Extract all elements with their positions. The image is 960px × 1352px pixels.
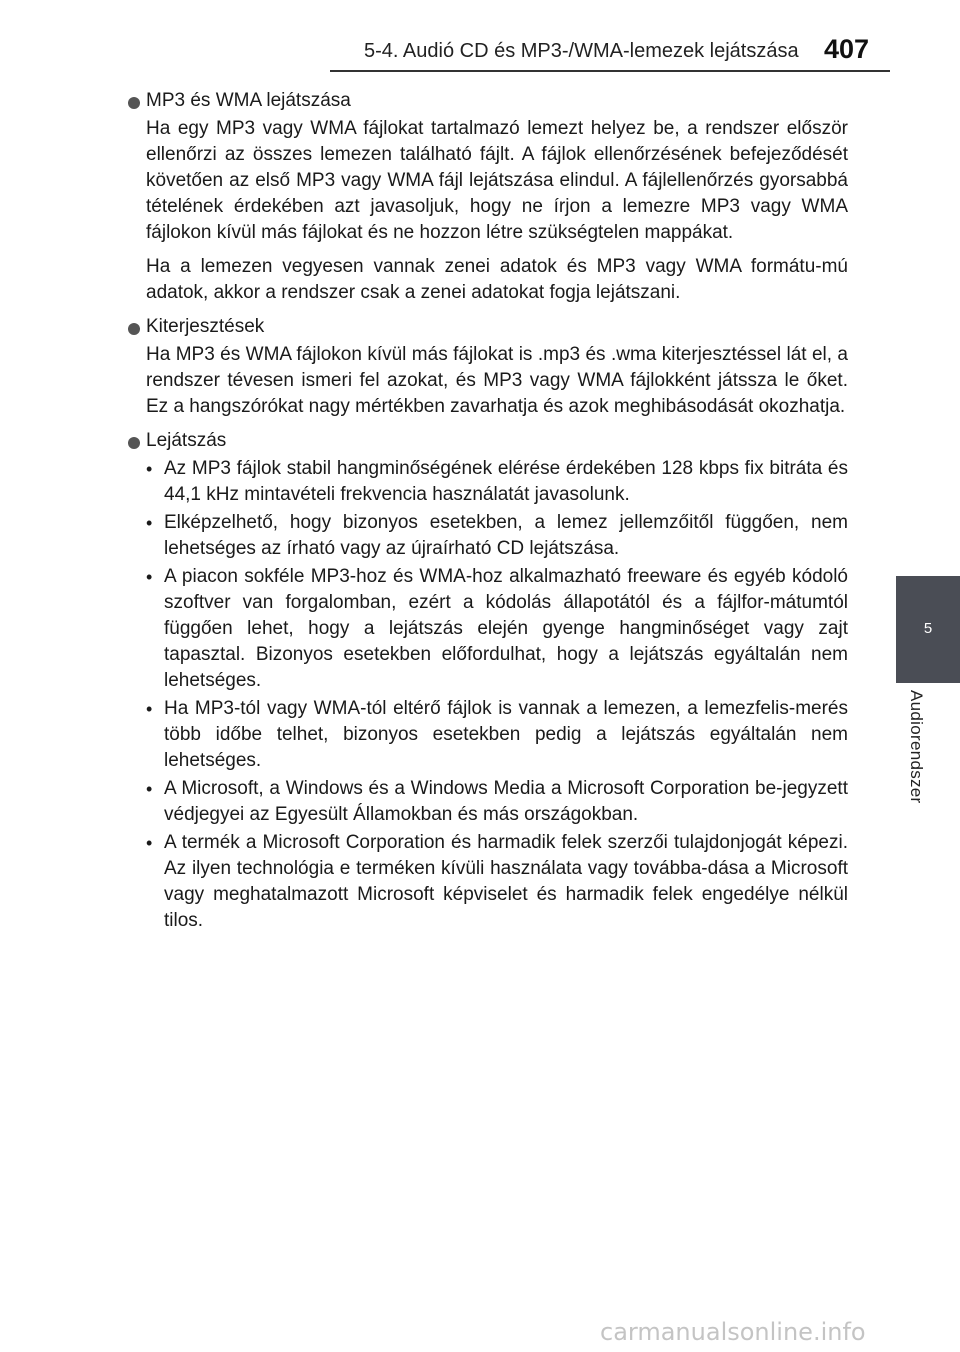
list-item: • A Microsoft, a Windows és a Windows Media a Microsoft Corporation be-jegyzett védjegyei az Egyesült Államokban és más országokban. bbox=[146, 776, 848, 828]
bullet-circle-icon bbox=[128, 97, 140, 109]
list-item: • A termék a Microsoft Corporation és harmadik felek szerzői tulajdonjogát képezi. Az ilyen technológia e terméken kívüli használata vagy továbba-dása a Microsoft vagy meghatalmazott Microsoft képviselet és harmadik felek engedélye nélkül tilos. bbox=[146, 830, 848, 934]
section-mp3-wma bbox=[112, 88, 848, 306]
header-divider bbox=[330, 70, 890, 72]
paragraph: Ha a lemezen vegyesen vannak zenei adatok és MP3 vagy WMA formátu-mú adatok, akkor a rendszer csak a zenei adatokat fogja lejátszani. bbox=[146, 256, 848, 303]
section-title: Lejátszás bbox=[146, 430, 227, 451]
chapter-label: Audiorendszer bbox=[907, 690, 926, 804]
playback-list bbox=[146, 456, 848, 934]
page-content bbox=[112, 88, 848, 940]
chapter-tab bbox=[896, 576, 960, 683]
section-heading bbox=[112, 428, 848, 456]
header-title: 5-4. Audió CD és MP3-/WMA-lemezek lejátszása bbox=[364, 40, 799, 62]
section-heading bbox=[112, 314, 848, 342]
list-item: • Az MP3 fájlok stabil hangminőségének elérése érdekében 128 kbps fix bitráta és 44,1 kHz mintavételi frekvencia használatát javasolunk. bbox=[146, 456, 848, 508]
paragraph: Ha egy MP3 vagy WMA fájlokat tartalmazó lemezt helyez be, a rendszer először ellenőrzi az összes lemezen található fájlt. A fájlok ellenőrzésének befejeződését követően az első MP3 vagy WMA fájl lejátszása elindul. A fájlellenőrzés gyorsabbá tételének érdekében azt javasoljuk, hogy ne írjon a lemezre MP3 vagy WMA fájlokon kívül más fájlokat és ne hozzon létre szükségtelen mappákat. bbox=[146, 118, 848, 243]
list-item: • Ha MP3-tól vagy WMA-tól eltérő fájlok is vannak a lemezen, a lemezfelis-merés több időbe telhet, bizonyos esetekben pedig a lejátszás egyáltalán nem lehetséges. bbox=[146, 696, 848, 774]
section-title: Kiterjesztések bbox=[146, 316, 265, 337]
page-number: 407 bbox=[824, 34, 870, 64]
bullet-circle-icon bbox=[128, 323, 140, 335]
paragraph: Ha MP3 és WMA fájlokon kívül más fájlokat is .mp3 és .wma kiterjesztéssel lát el, a rendszer tévesen ismeri fel azokat, és MP3 vagy WMA fájlokként játssza le őket. Ez a hangszórókat nagy mértékben zavarhatja és azok meghibásodását okozhatja. bbox=[146, 344, 848, 417]
list-item: • A piacon sokféle MP3-hoz és WMA-hoz alkalmazható freeware és egyéb kódoló szoftver van forgalomban, ezért a kódolás állapotától és a fájlfor-mátumtól függően lehet, hogy a lejátszás elején gyenge hangminőséget vagy zajt tapasztal. Bizonyos esetekben előfordulhat, hogy a lejátszás egyáltalán nem lehetséges. bbox=[146, 564, 848, 694]
page-header bbox=[330, 34, 890, 74]
chapter-number: 5 bbox=[923, 620, 933, 637]
section-playback bbox=[112, 428, 848, 934]
section-title: MP3 és WMA lejátszása bbox=[146, 90, 351, 111]
section-heading bbox=[112, 88, 848, 116]
bullet-circle-icon bbox=[128, 437, 140, 449]
watermark: carmanualsonline.info bbox=[600, 1318, 866, 1346]
list-item: • Elképzelhető, hogy bizonyos esetekben, a lemez jellemzőitől függően, nem lehetséges az írható vagy az újraírható CD lejátszása. bbox=[146, 510, 848, 562]
section-extensions bbox=[112, 314, 848, 420]
